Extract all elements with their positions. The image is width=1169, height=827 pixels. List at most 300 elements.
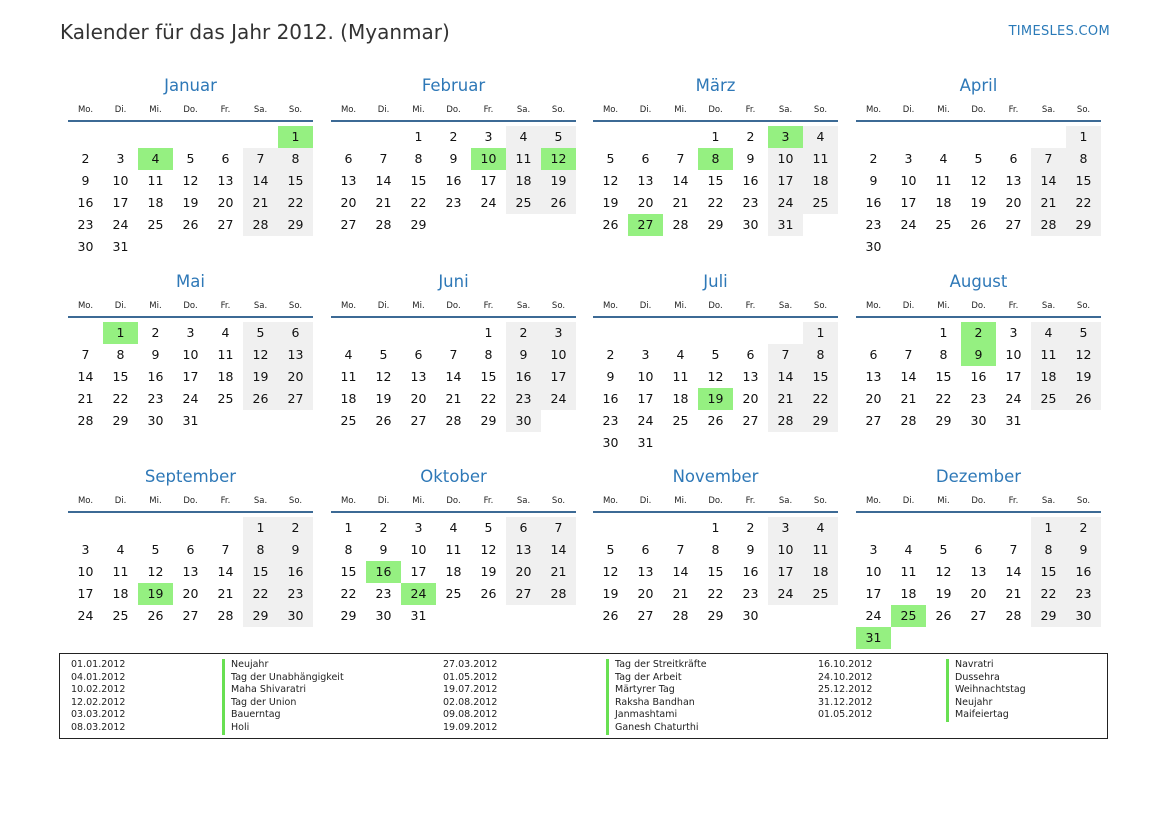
day-cell: 19 [243,366,278,388]
day-cell: 10 [1005,347,1022,362]
legend-date: 04.01.2012 [71,671,126,683]
month-divider [856,511,1101,513]
weekday-label: Do. [971,105,986,115]
day-cell: 5 [186,151,195,166]
day-cell: 31 [1005,413,1022,428]
day-cell: 3 [484,129,493,144]
day-cell: 14 [541,539,576,561]
day-cell: 27 [865,413,882,428]
weekday-label: Di. [377,301,390,311]
weekday-label: Di. [902,301,915,311]
day-cell: 1 [803,322,838,344]
day-cell: 24 [900,217,917,232]
weekday-header [593,301,838,313]
holiday-day-cell: 9 [961,344,996,366]
month-name: Mai [176,272,205,291]
day-cell: 14 [375,173,392,188]
day-cell: 25 [506,192,541,214]
weekday-label: Di. [114,301,127,311]
day-cell: 25 [340,413,357,428]
legend-date: 12.02.2012 [71,696,126,708]
weekday-header [856,105,1101,117]
day-cell: 12 [707,369,724,384]
day-cell: 21 [375,195,392,210]
weekday-label: Mo. [602,105,619,115]
day-cell: 15 [340,564,357,579]
holiday-day-cell: 2 [961,322,996,344]
day-cell: 26 [602,608,619,623]
day-cell: 14 [768,366,803,388]
day-cell: 22 [1031,583,1066,605]
month-divider [331,511,576,513]
legend-date: 27.03.2012 [443,659,498,670]
day-cell: 21 [541,561,576,583]
day-cell: 16 [742,173,759,188]
day-cell: 21 [217,586,234,601]
day-cell: 10 [77,564,94,579]
day-cell: 6 [221,151,230,166]
weekday-label: Sa. [253,496,268,506]
day-cell: 27 [410,413,427,428]
day-cell: 8 [939,347,948,362]
weekday-header [331,301,576,313]
day-cell: 16 [970,369,987,384]
weekday-label: Mo. [77,301,94,311]
day-cell: 12 [147,564,164,579]
day-cell: 18 [112,586,129,601]
day-cell: 28 [217,608,234,623]
legend-date: 03.03.2012 [71,709,126,721]
day-cell: 12 [602,564,619,579]
day-cell: 21 [672,195,689,210]
day-cell: 10 [410,542,427,557]
day-cell: 28 [768,410,803,432]
day-cell: 30 [742,608,759,623]
day-cell: 7 [243,148,278,170]
weekday-label: Mi. [937,105,950,115]
day-cell: 7 [449,347,458,362]
day-cell: 29 [410,217,427,232]
day-cell: 27 [506,583,541,605]
day-cell: 8 [484,347,493,362]
weekday-label: Sa. [1041,496,1056,506]
legend-holiday: Tag der Streitkräfte [615,659,707,670]
month-divider [856,120,1101,122]
day-cell: 16 [445,173,462,188]
day-cell: 11 [900,564,917,579]
day-cell: 20 [637,195,654,210]
weekday-label: So. [1076,496,1091,506]
day-cell: 23 [147,391,164,406]
weekday-label: So. [288,105,303,115]
legend-holiday: Holi [231,721,250,733]
day-cell: 11 [147,173,164,188]
day-cell: 4 [939,151,948,166]
weekday-header [331,496,576,508]
day-cell: 29 [1066,214,1101,236]
day-cell: 22 [480,391,497,406]
day-cell: 31 [112,239,129,254]
day-cell: 2 [869,151,878,166]
day-cell: 9 [1066,539,1101,561]
month-name: September [144,467,237,486]
day-cell: 3 [186,325,195,340]
day-cell: 26 [182,217,199,232]
legend-names-3 [946,659,1026,722]
day-cell: 29 [935,413,952,428]
day-cell: 4 [506,126,541,148]
day-cell: 4 [116,542,125,557]
weekday-label: Sa. [516,301,531,311]
weekday-header [593,496,838,508]
weekday-label: Di. [377,105,390,115]
holiday-day-cell: 12 [541,148,576,170]
day-cell: 25 [803,192,838,214]
day-cell: 3 [541,322,576,344]
day-cell: 23 [970,391,987,406]
day-cell: 5 [606,151,615,166]
month-divider [331,120,576,122]
legend-date: 01.05.2012 [818,709,873,721]
day-cell: 8 [1066,148,1101,170]
day-cell: 9 [151,347,160,362]
day-cell: 4 [803,517,838,539]
holiday-day-cell: 1 [278,126,313,148]
day-cell: 29 [340,608,357,623]
day-cell: 25 [147,217,164,232]
legend-names-1 [222,659,344,735]
day-cell: 1 [939,325,948,340]
day-cell: 20 [970,586,987,601]
day-cell: 12 [480,542,497,557]
day-cell: 20 [865,391,882,406]
weekday-label: Fr. [483,301,494,311]
day-cell: 9 [379,542,388,557]
day-cell: 24 [112,217,129,232]
day-cell: 2 [379,520,388,535]
weekday-label: Sa. [778,105,793,115]
day-cell: 30 [742,217,759,232]
legend-date: 10.02.2012 [71,684,126,696]
day-cell: 17 [182,369,199,384]
day-cell: 24 [865,608,882,623]
day-cell: 16 [742,564,759,579]
month-divider [68,511,313,513]
day-cell: 5 [243,322,278,344]
day-cell: 28 [900,413,917,428]
day-cell: 28 [445,413,462,428]
day-cell: 1 [1066,126,1101,148]
day-cell: 18 [217,369,234,384]
day-cell: 6 [869,347,878,362]
weekday-header [331,105,576,117]
holiday-day-cell: 19 [698,388,733,410]
day-cell: 9 [506,344,541,366]
day-cell: 19 [480,564,497,579]
day-cell: 14 [1005,564,1022,579]
weekday-label: Do. [971,301,986,311]
weekday-label: Mi. [149,301,162,311]
day-cell: 28 [672,608,689,623]
holiday-day-cell: 3 [768,126,803,148]
legend-holiday: Maha Shivaratri [231,684,307,696]
weekday-label: Mi. [412,301,425,311]
day-cell: 7 [81,347,90,362]
day-cell: 21 [672,586,689,601]
day-cell: 1 [711,520,720,535]
day-cell: 25 [803,583,838,605]
day-cell: 11 [112,564,129,579]
day-cell: 12 [935,564,952,579]
day-cell: 24 [637,413,654,428]
weekday-label: Sa. [253,301,268,311]
day-cell: 14 [445,369,462,384]
day-cell: 11 [340,369,357,384]
day-cell: 12 [243,344,278,366]
day-cell: 15 [480,369,497,384]
day-cell: 6 [1009,151,1018,166]
weekday-label: So. [288,301,303,311]
day-cell: 2 [746,520,755,535]
day-cell: 15 [112,369,129,384]
day-cell: 22 [278,192,313,214]
weekday-label: Di. [902,496,915,506]
holiday-day-cell: 24 [401,583,436,605]
day-cell: 10 [865,564,882,579]
day-cell: 9 [746,151,755,166]
day-cell: 22 [707,586,724,601]
day-cell: 31 [768,214,803,236]
day-cell: 29 [480,413,497,428]
month-name: Juni [438,272,469,291]
day-cell: 27 [970,608,987,623]
day-cell: 3 [1009,325,1018,340]
legend-holiday: Bauerntag [231,709,281,721]
day-cell: 7 [379,151,388,166]
day-cell: 18 [1031,366,1066,388]
day-cell: 4 [803,126,838,148]
day-cell: 22 [410,195,427,210]
day-cell: 15 [278,170,313,192]
day-cell: 12 [182,173,199,188]
day-cell: 24 [768,583,803,605]
day-cell: 23 [506,388,541,410]
day-cell: 20 [506,561,541,583]
day-cell: 25 [1031,388,1066,410]
day-cell: 22 [243,583,278,605]
holiday-day-cell: 31 [856,627,891,649]
day-cell: 29 [112,413,129,428]
day-cell: 28 [243,214,278,236]
holiday-legend [59,653,1108,739]
day-cell: 1 [243,517,278,539]
day-cell: 9 [606,369,615,384]
weekday-label: So. [551,301,566,311]
day-cell: 13 [637,173,654,188]
weekday-label: Fr. [745,496,756,506]
day-cell: 26 [375,413,392,428]
day-cell: 13 [1005,173,1022,188]
day-cell: 7 [676,151,685,166]
day-cell: 11 [803,539,838,561]
month-divider [593,120,838,122]
day-cell: 30 [506,410,541,432]
day-cell: 24 [480,195,497,210]
day-cell: 11 [1031,344,1066,366]
weekday-label: Do. [708,496,723,506]
day-cell: 30 [147,413,164,428]
holiday-day-cell: 16 [366,561,401,583]
weekday-label: So. [551,496,566,506]
weekday-label: Mi. [412,496,425,506]
weekday-label: Fr. [745,301,756,311]
weekday-label: Do. [971,496,986,506]
day-cell: 21 [243,192,278,214]
day-cell: 1 [1031,517,1066,539]
day-cell: 17 [900,195,917,210]
day-cell: 9 [746,542,755,557]
day-cell: 28 [1031,214,1066,236]
day-cell: 30 [77,239,94,254]
day-cell: 25 [217,391,234,406]
day-cell: 6 [344,151,353,166]
day-cell: 12 [375,369,392,384]
day-cell: 30 [970,413,987,428]
day-cell: 30 [278,605,313,627]
day-cell: 23 [742,195,759,210]
day-cell: 2 [606,347,615,362]
weekday-label: Mo. [602,301,619,311]
day-cell: 11 [672,369,689,384]
day-cell: 17 [112,195,129,210]
day-cell: 26 [1066,388,1101,410]
day-cell: 15 [935,369,952,384]
day-cell: 4 [676,347,685,362]
legend-date: 24.10.2012 [818,671,873,683]
day-cell: 2 [746,129,755,144]
day-cell: 28 [77,413,94,428]
day-cell: 13 [182,564,199,579]
day-cell: 22 [803,388,838,410]
page-title: Kalender für das Jahr 2012. (Myanmar) [60,20,450,44]
legend-holiday: Raksha Bandhan [615,696,695,708]
legend-holiday: Navratri [955,659,994,670]
day-cell: 13 [865,369,882,384]
day-cell: 16 [77,195,94,210]
day-cell: 2 [449,129,458,144]
weekday-label: Sa. [253,105,268,115]
month-divider [68,316,313,318]
day-cell: 8 [711,542,720,557]
day-cell: 11 [506,148,541,170]
legend-holiday: Dussehra [955,671,1000,683]
month-name: Oktober [420,467,487,486]
weekday-label: Mi. [149,496,162,506]
weekday-label: Fr. [220,301,231,311]
weekday-label: Fr. [220,496,231,506]
legend-date: 25.12.2012 [818,684,873,696]
day-cell: 15 [1031,561,1066,583]
weekday-label: So. [813,496,828,506]
day-cell: 31 [182,413,199,428]
day-cell: 20 [1005,195,1022,210]
day-cell: 31 [637,435,654,450]
day-cell: 27 [340,217,357,232]
day-cell: 26 [970,217,987,232]
day-cell: 23 [445,195,462,210]
day-cell: 13 [410,369,427,384]
weekday-label: Mo. [77,105,94,115]
day-cell: 18 [900,586,917,601]
day-cell: 3 [869,542,878,557]
day-cell: 20 [182,586,199,601]
day-cell: 13 [637,564,654,579]
day-cell: 18 [672,391,689,406]
day-cell: 5 [484,520,493,535]
day-cell: 3 [904,151,913,166]
day-cell: 6 [414,347,423,362]
weekday-label: Mi. [937,496,950,506]
day-cell: 9 [278,539,313,561]
day-cell: 19 [375,391,392,406]
month-name: April [959,76,998,95]
legend-date: 01.05.2012 [443,671,498,683]
day-cell: 17 [480,173,497,188]
day-cell: 21 [768,388,803,410]
month-divider [593,316,838,318]
day-cell: 7 [904,347,913,362]
weekday-label: Sa. [778,496,793,506]
day-cell: 10 [182,347,199,362]
legend-date: 31.12.2012 [818,696,873,708]
holiday-day-cell: 25 [891,605,926,627]
day-cell: 25 [935,217,952,232]
day-cell: 7 [768,344,803,366]
day-cell: 20 [742,391,759,406]
legend-holiday: Neujahr [231,659,269,670]
day-cell: 21 [900,391,917,406]
weekday-label: Mo. [340,496,357,506]
weekday-label: Do. [708,301,723,311]
month-name: November [672,467,759,486]
day-cell: 23 [77,217,94,232]
legend-holiday: Märtyrer Tag [615,684,675,696]
legend-date: 16.10.2012 [818,659,873,670]
day-cell: 10 [768,539,803,561]
day-cell: 19 [182,195,199,210]
day-cell: 4 [221,325,230,340]
day-cell: 10 [637,369,654,384]
legend-names-2 [606,659,707,735]
day-cell: 27 [217,217,234,232]
day-cell: 9 [869,173,878,188]
day-cell: 27 [1005,217,1022,232]
day-cell: 11 [803,148,838,170]
weekday-label: Fr. [745,105,756,115]
day-cell: 8 [1031,539,1066,561]
day-cell: 2 [151,325,160,340]
month-name: Januar [164,76,217,95]
day-cell: 13 [278,344,313,366]
day-cell: 4 [449,520,458,535]
holiday-day-cell: 10 [471,148,506,170]
brand-link[interactable]: TIMESLES.COM [1008,24,1110,39]
legend-holiday: Maifeiertag [955,709,1009,721]
day-cell: 27 [278,388,313,410]
day-cell: 24 [182,391,199,406]
day-cell: 13 [970,564,987,579]
day-cell: 10 [768,148,803,170]
